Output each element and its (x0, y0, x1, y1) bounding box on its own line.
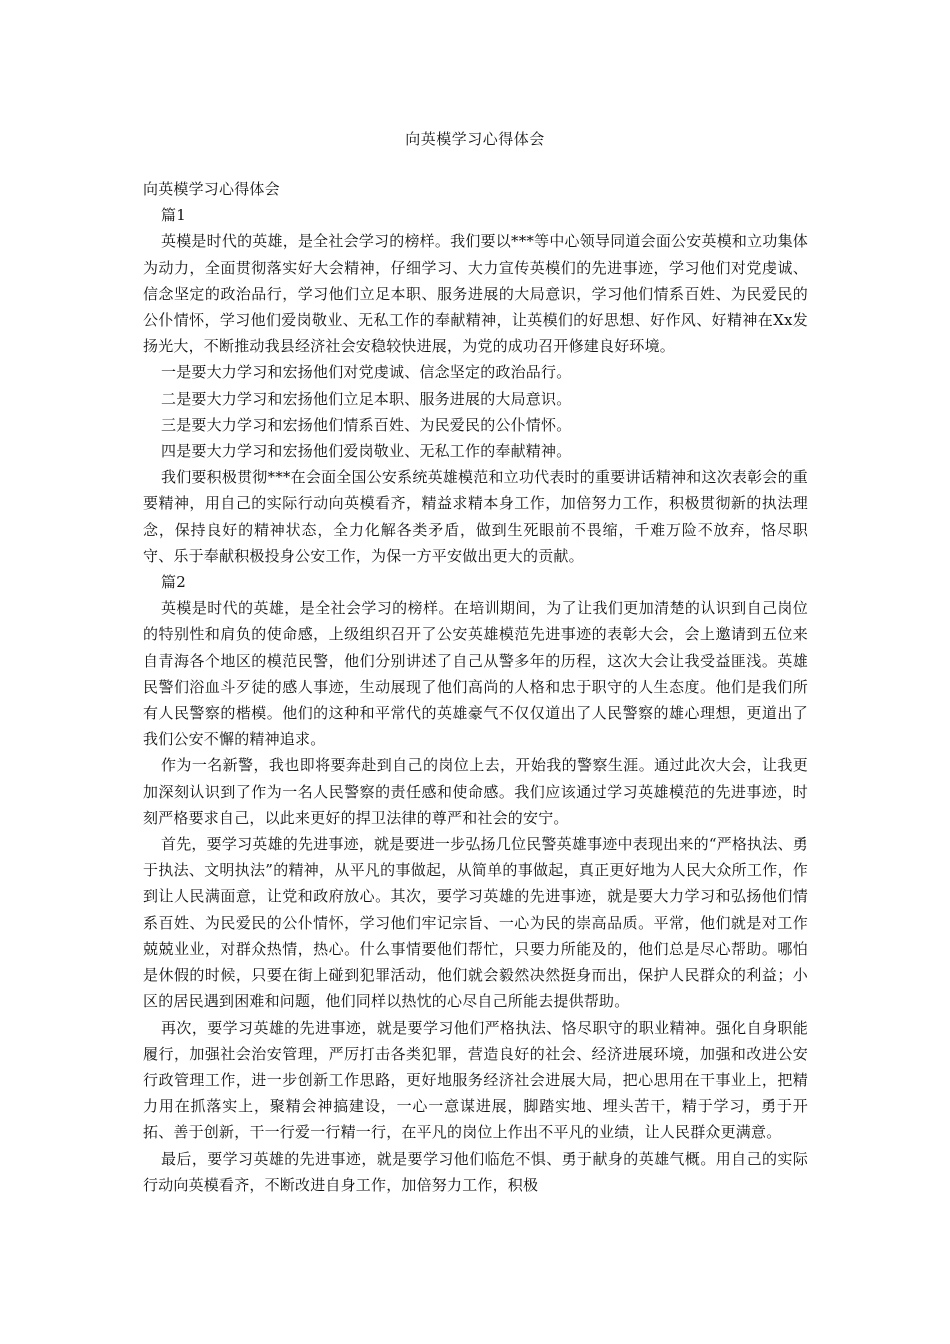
list-item: 一是要大力学习和宏扬他们对党虔诚、信念坚定的政治品行。 (161, 363, 572, 382)
list-item: 四是要大力学习和宏扬他们爱岗敬业、无私工作的奉献精神。 (161, 442, 572, 461)
paragraph: 我们要积极贯彻***在会面全国公安系统英雄模范和立功代表时的重要讲话精神和这次表彰会的重要精神，用自己的实际行动向英模看齐，精益求精本身工作，加倍努力工作，积极贯彻新的执法理念，保持良好的精神状态，全力化解各类矛盾，做到生死眼前不畏缩，千难万险不放弃，恪尽职守、乐于奉献积极投身公安工作，为保一方平安做出更大的贡献。 (143, 468, 808, 565)
section-heading-1: 篇1 (161, 206, 186, 225)
section-heading-2: 篇2 (161, 573, 186, 592)
list-item: 二是要大力学习和宏扬他们立足本职、服务进展的大局意识。 (161, 389, 572, 408)
paragraph: 再次，要学习英雄的先进事迹，就是要学习他们严格执法、恪尽职守的职业精神。强化自身职能履行，加强社会治安管理，严厉打击各类犯罪，营造良好的社会、经济进展环境，加强和改进公安行政管理工作，进一步创新工作思路，更好地服务经济社会进展大局，把心思用在干事业上，把精力用在抓落实上，聚精会神搞建设，一心一意谋进展，脚踏实地、埋头苦干，精于学习，勇于开拓、善于创新，干一行爱一行精一行，在平凡的岗位上作出不平凡的业绩，让人民群众更满意。 (143, 1018, 808, 1142)
document-subtitle: 向英模学习心得体会 (143, 180, 280, 198)
document-title: 向英模学习心得体会 (405, 130, 545, 148)
paragraph: 英模是时代的英雄，是全社会学习的榜样。我们要以***等中心领导同道会面公安英模和立功集体为动力，全面贯彻落实好大会精神，仔细学习、大力宣传英模们的先进事迹，学习他们对党虔诚、信念坚定的政治品行，学习他们立足本职、服务进展的大局意识，学习他们情系百姓、为民爱民的公仆情怀，学习他们爱岗敬业、无私工作的奉献精神，让英模们的好思想、好作风、好精神在Xx发扬光大，不断推动我县经济社会安稳较快进展，为党的成功召开修建良好环境。 (143, 232, 808, 356)
document-body (143, 176, 808, 1198)
paragraph: 英模是时代的英雄，是全社会学习的榜样。在培训期间，为了让我们更加清楚的认识到自己岗位的特别性和肩负的使命感，上级组织召开了公安英雄模范先进事迹的表彰大会，会上邀请到五位来自青海各个地区的模范民警，他们分别讲述了自己从警多年的历程，这次大会让我受益匪浅。英雄民警们浴血斗歹徒的感人事迹，生动展现了他们高尚的人格和忠于职守的人生态度。他们是我们所有人民警察的楷模。他们的这种和平常代的英雄豪气不仅仅道出了人民警察的雄心理想，更道出了我们公安不懈的精神追求。 (143, 599, 808, 749)
paragraph: 最后，要学习英雄的先进事迹，就是要学习他们临危不惧、勇于献身的英雄气概。用自己的实际行动向英模看齐，不断改进自身工作，加倍努力工作，积极 (143, 1149, 808, 1194)
paragraph: 作为一名新警，我也即将要奔赴到自己的岗位上去，开始我的警察生涯。通过此次大会，让我更加深刻认识到了作为一名人民警察的责任感和使命感。我们应该通过学习英雄模范的先进事迹，时刻严格要求自己，以此来更好的捍卫法律的尊严和社会的安宁。 (143, 756, 808, 827)
paragraph: 首先，要学习英雄的先进事迹，就是要进一步弘扬几位民警英雄事迹中表现出来的“严格执法、勇于执法、文明执法”的精神，从平凡的事做起，从简单的事做起，真正更好地为人民大众所工作，作到让人民满面意，让党和政府放心。其次，要学习英雄的先进事迹，就是要大力学习和弘扬他们情系百姓、为民爱民的公仆情怀，学习他们牢记宗旨、一心为民的崇高品质。平常，他们就是对工作兢兢业业，对群众热情，热心。什么事情要他们帮忙，只要力所能及的，他们总是尽心帮助。哪怕是休假的时候，只要在街上碰到犯罪活动，他们就会毅然决然挺身而出，保护人民群众的利益；小区的居民遇到困难和问题，他们同样以热忱的心尽自己所能去提供帮助。 (143, 835, 808, 1011)
list-item: 三是要大力学习和宏扬他们情系百姓、为民爱民的公仆情怀。 (161, 415, 572, 434)
